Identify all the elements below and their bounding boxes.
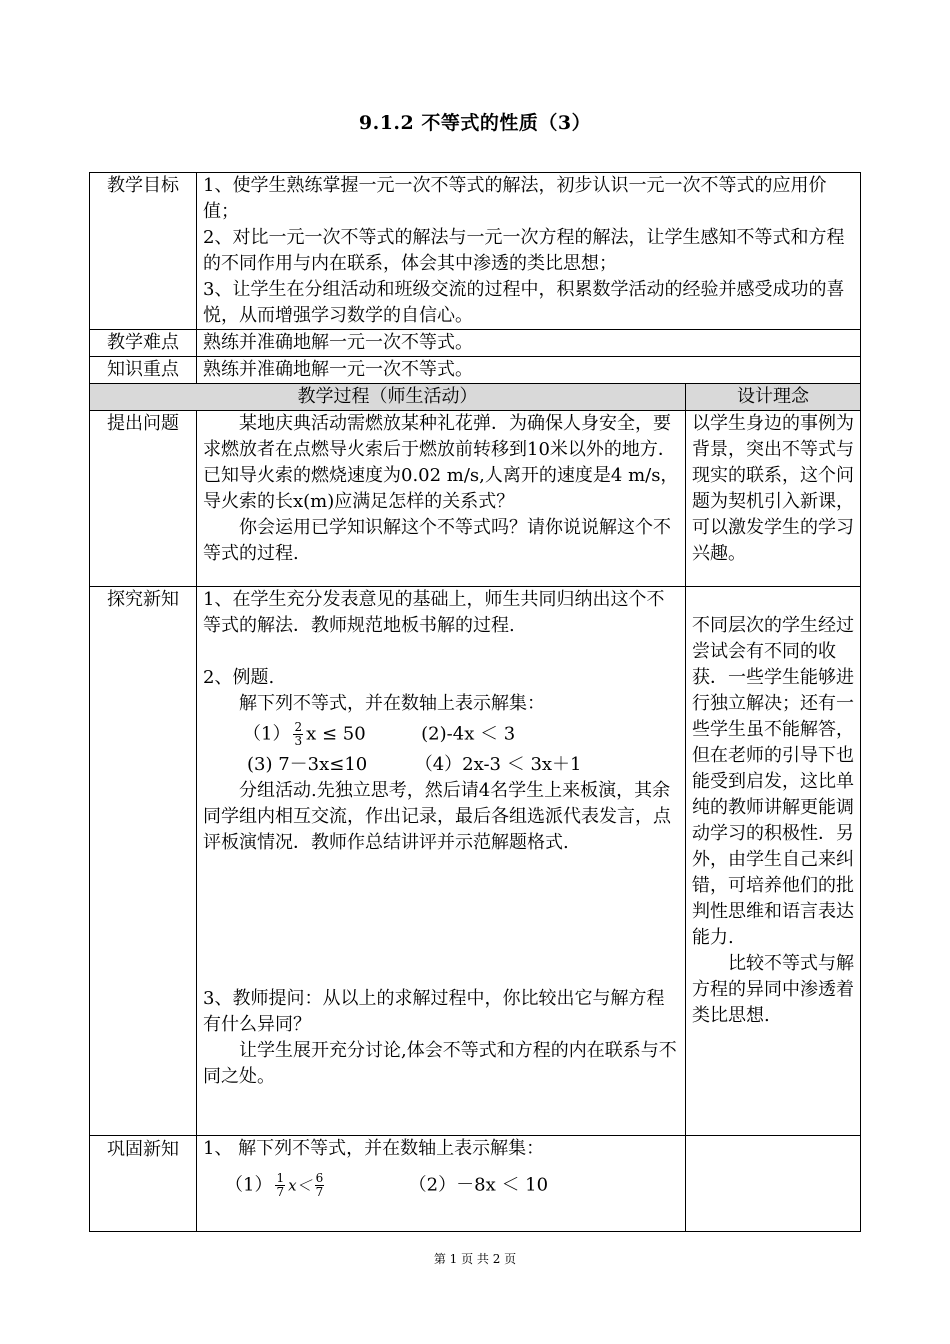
page-title: 9.1.2 不等式的性质（3）	[358, 112, 592, 134]
goal-item: 2、对比一元一次不等式的解法与一元一次方程的解法，让学生感知不等式和方程的不同作用与内在联系，体会其中渗透的类比思想；	[203, 227, 845, 274]
exercise-2: （2）－8x ＜ 10	[408, 1174, 549, 1196]
explore-paragraph: 分组活动.先独立思考，然后请4名学生上来板演，其余同学组内相互交流，作出记录，最后各组选派代表发言，点评板演情况．教师作总结讲评并示范解题格式.	[203, 780, 671, 853]
explore-content	[197, 587, 686, 1136]
explore-label: 探究新知	[90, 587, 197, 1136]
concept-paragraph: 不同层次的学生经过尝试会有不同的收获．一些学生能够进行独立解决；还有一些学生虽不能解答，但在老师的引导下也能受到启发，这比单纯的教师讲解更能调动学习的积极性．另外，由学生自己来纠错，可培养他们的批判性思维和语言表达能力.	[692, 615, 854, 948]
page-footer: 第 1 页 共 2 页	[433, 1252, 517, 1266]
fraction: $\frac{6}{7}$	[315, 1171, 324, 1199]
key-point-label: 知识重点	[90, 357, 197, 384]
example-1-prefix: （1）	[243, 723, 291, 745]
consolidate-concept	[686, 1136, 861, 1232]
raise-paragraph: 你会运用已学知识解这个不等式吗？请你说说解这个不等式的过程.	[203, 517, 671, 564]
raise-row	[90, 411, 861, 587]
goal-item: 3、让学生在分组活动和班级交流的过程中，积累数学活动的经验并感受成功的喜悦，从而增强学习数学的自信心。	[203, 279, 845, 326]
explore-paragraph: 让学生展开充分讨论,体会不等式和方程的内在联系与不同之处。	[203, 1040, 677, 1087]
explore-paragraph: 3、教师提问：从以上的求解过程中，你比较出它与解方程有什么异同？	[203, 988, 665, 1035]
difficulty-text: 熟练并准确地解一元一次不等式。	[197, 330, 861, 357]
raise-label: 提出问题	[90, 411, 197, 587]
example-line-1	[203, 721, 679, 748]
exercise-1-mid: x＜	[288, 1176, 312, 1195]
process-header-row	[90, 384, 861, 411]
fraction: $\frac{2}{3}$	[294, 720, 303, 748]
explore-paragraph: 1、在学生充分发表意见的基础上，师生共同归纳出这个不等式的解法．教师规范地板书解的过程.	[203, 589, 665, 636]
consolidate-content	[197, 1136, 686, 1232]
difficulty-label: 教学难点	[90, 330, 197, 357]
consolidate-label: 巩固新知	[90, 1136, 197, 1232]
example-1-rest: x ≤ 50	[306, 723, 366, 745]
consolidate-instruction: 1、 解下列不等式，并在数轴上表示解集：	[203, 1138, 545, 1159]
consolidate-row	[90, 1136, 861, 1232]
difficulty-row	[90, 330, 861, 357]
fraction: $\frac{1}{7}$	[276, 1171, 285, 1199]
goals-content	[197, 173, 861, 330]
key-point-row	[90, 357, 861, 384]
lesson-plan-table	[89, 172, 861, 1232]
exercise-1-prefix: （1）	[225, 1174, 273, 1196]
example-2: (2)-4x ＜ 3	[421, 723, 516, 745]
example-instruction: 解下列不等式，并在数轴上表示解集：	[239, 693, 545, 714]
goals-label: 教学目标	[90, 173, 197, 330]
goal-item: 1、使学生熟练掌握一元一次不等式的解法，初步认识一元一次不等式的应用价值；	[203, 175, 827, 222]
example-heading: 2、例题.	[203, 667, 275, 688]
key-point-text: 熟练并准确地解一元一次不等式。	[197, 357, 861, 384]
goals-row	[90, 173, 861, 330]
process-header: 教学过程（师生活动）	[90, 384, 686, 411]
raise-content	[197, 411, 686, 587]
example-4: （4）2x-3 ＜ 3x＋1	[414, 754, 582, 775]
concept-paragraph: 比较不等式与解方程的异同中渗透着类比思想.	[692, 953, 854, 1026]
explore-row	[90, 587, 861, 1136]
example-line-2	[203, 752, 679, 778]
consolidate-exercises	[203, 1172, 679, 1199]
example-3: (3) 7－3x≤10	[247, 754, 368, 775]
explore-concept	[686, 587, 861, 1136]
raise-paragraph: 某地庆典活动需燃放某种礼花弹．为确保人身安全，要求燃放者在点燃导火索后于燃放前转移到10米以外的地方．已知导火索的燃烧速度为0.02 m/s,人离开的速度是4 m/s，导火索的长x(m)应满足怎样的关系式？	[203, 413, 679, 512]
raise-concept: 以学生身边的事例为背景，突出不等式与现实的联系，这个问题为契机引入新课，可以激发学生的学习兴趣。	[686, 411, 861, 587]
concept-header: 设计理念	[686, 384, 861, 411]
